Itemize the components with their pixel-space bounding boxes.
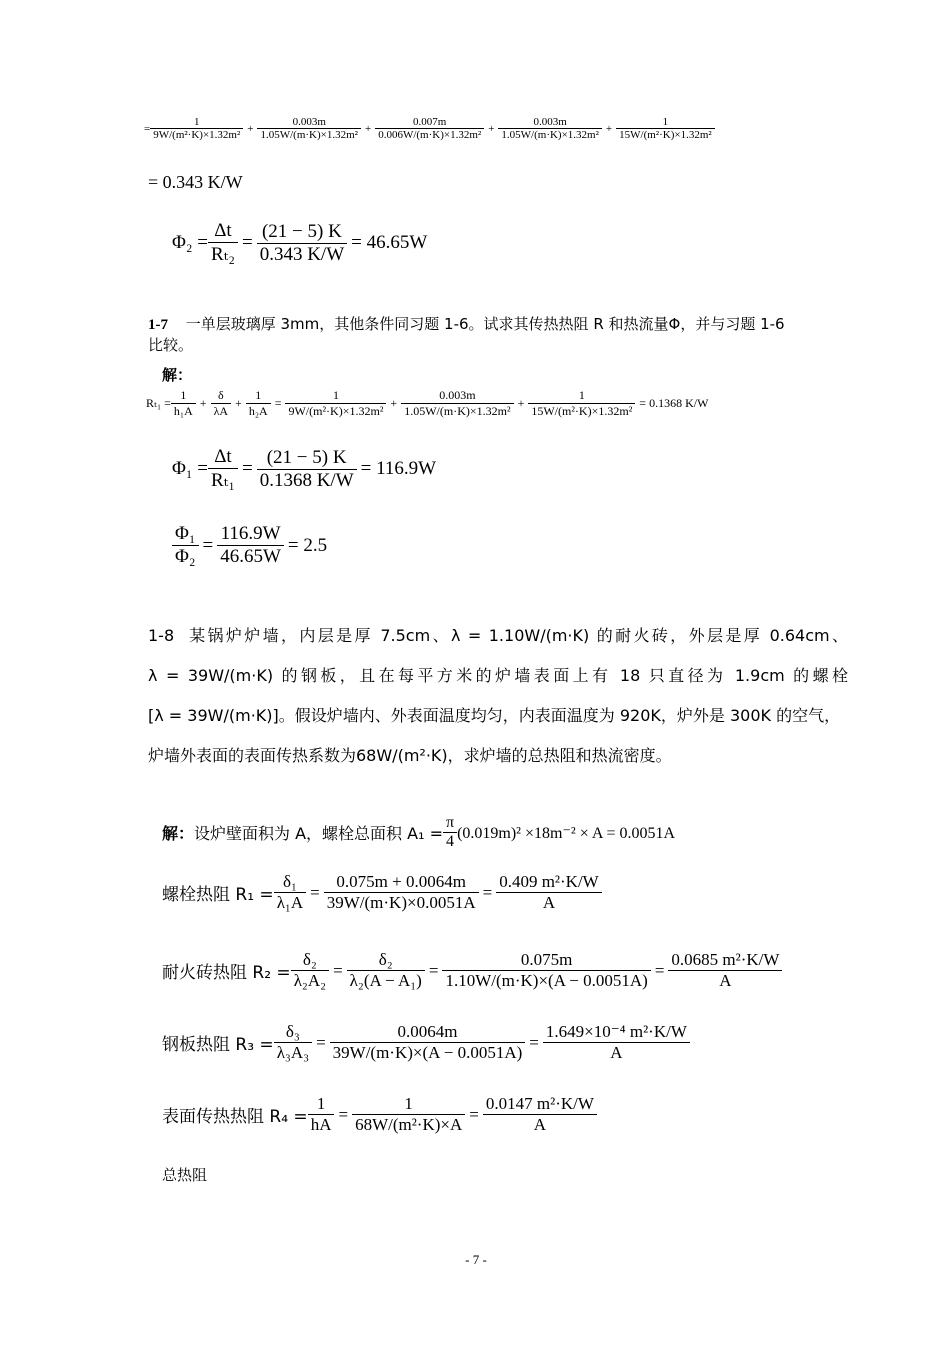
fraction: $\frac{1}{\text{h₁A}}$ bbox=[171, 388, 196, 419]
result-line: = 0.343 K/W bbox=[148, 172, 243, 192]
fraction: $\frac{1}{\text{68W/(m²·K)×A}}$ bbox=[352, 1094, 465, 1135]
fraction: $\frac{\text{δ₃}}{\text{λ₃A₃}}$ bbox=[274, 1022, 312, 1063]
equation-ratio: $\frac{\text{Φ₁}}{\text{Φ₂}}$ = $\frac{116.9W}{46.65W}$ = 2.5 bbox=[172, 523, 331, 568]
fraction: $\frac{0.075m + 0.0064m}{39W/(m\cdot K)\times 0.0051A}$ bbox=[324, 872, 479, 913]
fraction: $\frac{1}{\text{15W/(m²·K)×1.32m²}}$ bbox=[528, 388, 635, 419]
fraction: $\frac{1}{\text{9W/(m²·K)×1.32m²}}$ bbox=[285, 388, 386, 419]
equation-r3: 钢板热阻 R₃ = $\frac{\text{δ₃}}{\text{λ₃A₃}}$ = $\frac{0.0064m}{39W/(m\cdot K)\times(A - 0.0051A)}$ = $\frac{\text{1.649×10⁻⁴ m²·K/W}}{A}$ bbox=[162, 1022, 690, 1063]
equals-sign: = bbox=[144, 122, 151, 135]
fraction: $\frac{116.9W}{46.65W}$ bbox=[217, 523, 284, 568]
fraction: $\frac{1}{\text{9W/(m²·K)×1.32m²}}$ bbox=[150, 116, 243, 141]
equation-r1: 螺栓热阻 R₁ = $\frac{\text{δ₁}}{\text{λ₁A}}$ = $\frac{0.075m + 0.0064m}{39W/(m\cdot K)\times 0.0051A}$ = $\frac{\text{0.409 m²·K/W}}{A}$ bbox=[162, 872, 602, 913]
page-number: - 7 - bbox=[465, 1252, 487, 1267]
fraction: $\frac{0.0064m}{39W/(m\cdot K)\times(A - 0.0051A)}$ bbox=[330, 1022, 526, 1063]
fraction: $\frac{\text{0.0685 m²·K/W}}{A}$ bbox=[668, 950, 782, 991]
problem-1-7-text: 1-7 一单层玻璃厚 3mm，其他条件同习题 1-6。试求其传热热阻 R 和热流量Φ，并与习题 1-6 比较。 bbox=[148, 315, 785, 354]
equation-r4: 表面传热热阻 R₄ = $\frac{1}{hA}$ = $\frac{1}{\text{68W/(m²·K)×A}}$ = $\frac{\text{0.0147 m²·K/W}}{A}$ bbox=[162, 1094, 597, 1135]
equation-phi1: Φ₁ = $\frac{\Delta t}{\text{Rₜ₁}}$ = $\frac{(21 - 5) K}{0.1368 K/W}$ = 116.9W bbox=[172, 446, 437, 491]
problem-line: [λ = 39W/(m·K)]。假设炉墙内、外表面温度均匀，内表面温度为 920K，炉外是 300K 的空气， bbox=[148, 706, 841, 725]
fraction: $\frac{0.003m}{\text{1.05W/(m·K)×1.32m²}}$ bbox=[401, 388, 513, 419]
problem-line: 1-8 某锅炉炉墙，内层是厚 7.5cm、λ = 1.10W/(m·K) 的耐火砖，外层是厚 0.64cm、 bbox=[148, 626, 848, 645]
fraction: $\frac{(21 - 5) K}{0.1368 K/W}$ bbox=[257, 447, 357, 492]
fraction: $\frac{0.003m}{\text{1.05W/(m·K)×1.32m²}}$ bbox=[257, 116, 361, 141]
equation-series-resistance: = $\frac{1}{\text{9W/(m²·K)×1.32m²}}$ + $\frac{0.003m}{\text{1.05W/(m·K)×1.32m²}}$ + $\frac{0.007m}{\text{0.006W/(m·K)×1.32m²}}$ + $\frac{0.003m}{\text{1.05W/(m·K)×1.32m²}}$ + $\frac{1}{\text{15W/(m²·K)×1.32m²}}$ bbox=[144, 116, 715, 141]
fraction: $\frac{\text{Φ₁}}{\text{Φ₂}}$ bbox=[172, 523, 199, 568]
equation-phi2: Φ₂ = $\frac{\Delta t}{\text{Rₜ₂}}$ = $\frac{(21 - 5) K}{0.343 K/W}$ = 46.65W bbox=[172, 220, 428, 265]
fraction: $\frac{0.075m}{1.10W/(m\cdot K)\times(A - 0.0051A)}$ bbox=[442, 950, 650, 991]
fraction: $\frac{\Delta t}{\text{Rₜ₁}}$ bbox=[208, 446, 238, 492]
fraction: $\frac{0.007m}{\text{0.006W/(m·K)×1.32m²}}$ bbox=[375, 116, 484, 141]
equation-r2: 耐火砖热阻 R₂ = $\frac{\text{δ₂}}{\text{λ₂A₂}}$ = $\frac{\text{δ₂}}{\text{λ₂(A − A₁)}}$ = $\frac{0.075m}{1.10W/(m\cdot K)\times(A - 0.0051A)}$ = $\frac{\text{0.0685 m²·K/W}}{A}$ bbox=[162, 950, 782, 991]
total-resistance-label: 总热阻 bbox=[162, 1166, 208, 1184]
solution-label: 解： bbox=[162, 366, 193, 384]
fraction: $\frac{\Delta t}{\text{Rₜ₂}}$ bbox=[208, 220, 238, 266]
fraction: $\frac{\text{δ₁}}{\text{λ₁A}}$ bbox=[274, 872, 306, 913]
fraction: $\frac{1}{\text{h₂A}}$ bbox=[246, 388, 271, 419]
fraction: $\frac{\pi}{4}$ bbox=[443, 814, 457, 851]
fraction: $\frac{(21 - 5) K}{0.343 K/W}$ bbox=[257, 221, 347, 266]
fraction: $\frac{1}{\text{15W/(m²·K)×1.32m²}}$ bbox=[616, 116, 715, 141]
fraction: $\frac{\text{δ₂}}{\text{λ₂A₂}}$ bbox=[291, 950, 329, 991]
fraction: $\frac{0.003m}{\text{1.05W/(m·K)×1.32m²}}$ bbox=[498, 116, 602, 141]
solution-area-line: 解： 设炉壁面积为 A，螺栓总面积 A₁ = $\frac{\pi}{4}$ (0.019m)² ×18m⁻² × A = 0.0051A bbox=[162, 814, 676, 850]
fraction: $\frac{\text{0.409 m²·K/W}}{A}$ bbox=[496, 872, 602, 913]
fraction: $\frac{\text{1.649×10⁻⁴ m²·K/W}}{A}$ bbox=[543, 1022, 690, 1063]
problem-line: 炉墙外表面的表面传热系数为68W/(m²·K)，求炉墙的总热阻和热流密度。 bbox=[148, 746, 672, 765]
fraction: $\frac{\text{δ₂}}{\text{λ₂(A − A₁)}}$ bbox=[347, 950, 425, 991]
problem-line: λ = 39W/(m·K) 的钢板，且在每平方米的炉墙表面上有 18 只直径为 1.9cm 的螺栓 bbox=[148, 666, 848, 685]
problem-1-8-text bbox=[148, 622, 848, 770]
fraction: $\frac{\text{0.0147 m²·K/W}}{A}$ bbox=[483, 1094, 597, 1135]
equation-rt1: Rₜ₁ = $\frac{1}{\text{h₁A}}$ + $\frac{\delta}{\lambda A}$ + $\frac{1}{\text{h₂A}}$ = $\frac{1}{\text{9W/(m²·K)×1.32m²}}$ + $\frac{0.003m}{\text{1.05W/(m·K)×1.32m²}}$ + $\frac{1}{\text{15W/(m²·K)×1.32m²}}$ = 0.1368 K/W bbox=[146, 388, 709, 418]
fraction: $\frac{\delta}{\lambda A}$ bbox=[211, 388, 231, 419]
fraction: $\frac{1}{hA}$ bbox=[308, 1094, 335, 1135]
